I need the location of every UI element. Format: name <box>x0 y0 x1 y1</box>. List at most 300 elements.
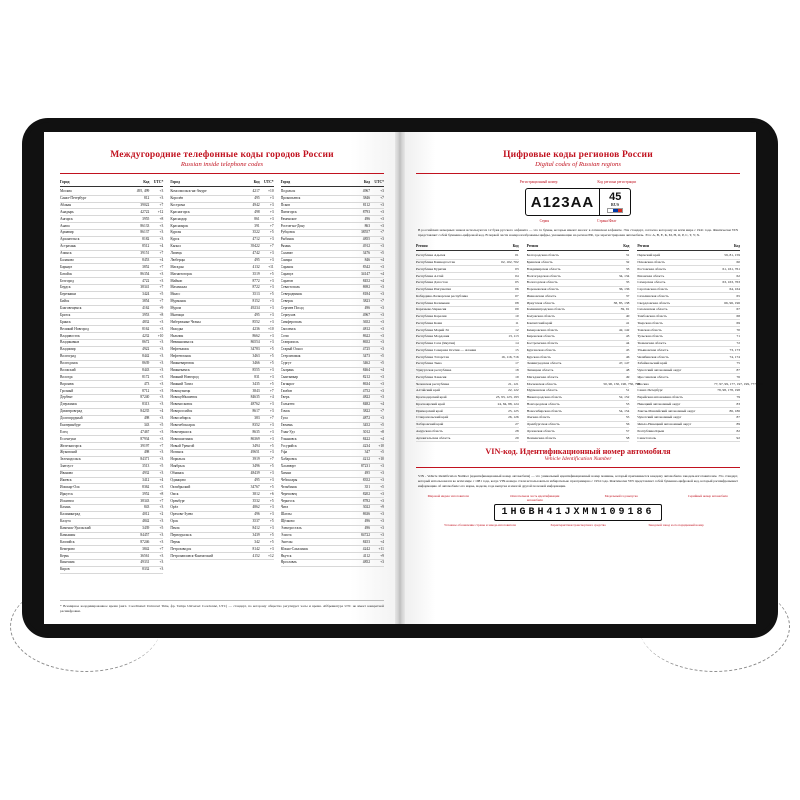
city-utc: +3 <box>269 196 274 201</box>
vin-subtitle: Vehicle Identification Number <box>544 455 612 462</box>
region-code: 23, 93, 123, 193 <box>495 395 519 400</box>
city-code: 3466 <box>252 361 260 366</box>
city-utc: +5 <box>380 354 384 359</box>
table-row <box>281 402 384 409</box>
region-name: Еврейская автономная область <box>637 395 684 400</box>
city-utc: +3 <box>159 402 164 407</box>
table-row <box>281 519 384 526</box>
table-row <box>281 203 384 210</box>
table-row <box>60 416 163 423</box>
city-utc: +3 <box>269 340 274 345</box>
city-name: Орск <box>170 519 179 524</box>
vin-title: VIN-код. Идентификационный номер автомобиля <box>485 446 671 456</box>
city-code: 496 <box>364 306 370 311</box>
plate-region-block <box>599 189 630 215</box>
city-name: Набережные Челны <box>170 319 201 324</box>
table-row <box>281 319 384 326</box>
city-name: Курган <box>170 230 182 235</box>
city-code: 496 <box>364 526 370 531</box>
city-utc: +7 <box>380 299 384 304</box>
city-utc: +5 <box>269 464 274 469</box>
city-name: Уссурийск <box>280 443 297 448</box>
city-code: 3439 <box>252 532 260 537</box>
city-name: Элиста <box>280 532 292 537</box>
region-name: Республика Калмыкия <box>416 300 450 305</box>
table-row <box>60 381 163 388</box>
phone-column-1 <box>60 180 163 574</box>
city-utc: +3 <box>159 326 164 331</box>
header-utc: UTC* <box>264 180 274 184</box>
city-name: Анадырь <box>60 209 74 214</box>
city-utc: +3 <box>380 388 384 393</box>
city-utc: +8 <box>159 312 164 317</box>
city-code: 846 <box>364 257 370 262</box>
plate-digits: 123 <box>542 193 571 211</box>
table-row <box>281 333 384 340</box>
table-row <box>416 266 519 273</box>
city-utc: +3 <box>159 278 164 283</box>
region-code: 31 <box>625 253 630 258</box>
city-utc: +5 <box>269 381 274 386</box>
city-utc: +3 <box>159 532 164 537</box>
city-name: Иркутск <box>60 491 73 496</box>
header-utc: UTC* <box>153 180 164 184</box>
table-row <box>527 334 630 341</box>
city-name: Жуковский <box>60 450 78 455</box>
city-code: 8162 <box>142 326 150 331</box>
region-code: 17 <box>515 361 519 366</box>
table-row <box>170 189 273 196</box>
region-code: 43 <box>625 334 630 339</box>
region-name: Брянская область <box>526 260 553 265</box>
city-name: Камышин <box>60 532 76 537</box>
region-code: 50, 90, 150, 190, 750, 790 <box>603 381 641 386</box>
city-name: Рыбинск <box>280 237 295 242</box>
table-row <box>281 526 384 533</box>
city-code: 4722 <box>142 278 150 283</box>
table-row <box>60 519 163 526</box>
table-row <box>281 423 384 430</box>
table-row <box>170 395 273 402</box>
header-code: Код <box>623 244 630 249</box>
city-name: Ижевск <box>60 477 72 482</box>
region-code: 21, 121 <box>508 381 519 386</box>
region-code: 06 <box>515 287 519 292</box>
city-code: 8362 <box>142 484 150 489</box>
book-pages <box>44 132 764 624</box>
city-utc: +3 <box>380 519 384 524</box>
region-code: 26, 126 <box>508 415 519 420</box>
city-name: Барнаул <box>60 264 73 269</box>
table-row <box>170 491 273 498</box>
city-utc: +7 <box>380 409 384 414</box>
city-utc: +3 <box>269 237 274 242</box>
region-code: 05 <box>515 280 519 285</box>
table-row <box>637 293 740 300</box>
city-utc: +3 <box>269 209 274 214</box>
phone-column-3 <box>281 180 384 574</box>
region-code: 66, 96, 196 <box>724 300 741 305</box>
table-row <box>527 368 630 375</box>
table-row <box>60 223 163 230</box>
city-name: Батайск <box>60 271 73 276</box>
region-code: 89 <box>736 422 741 427</box>
region-name: Орловская область <box>526 428 555 433</box>
city-code: 8482 <box>362 402 370 407</box>
city-name: Миасс <box>170 292 181 297</box>
region-code: 41 <box>625 320 630 325</box>
city-name: Таганрог <box>280 381 295 386</box>
city-utc: +3 <box>380 526 384 531</box>
table-row <box>416 320 519 327</box>
region-code: 42, 142 <box>618 327 630 332</box>
table-row <box>281 457 384 464</box>
region-name: Иркутская область <box>526 300 555 305</box>
city-code: 8622 <box>362 333 370 338</box>
city-code: 8722 <box>252 285 260 290</box>
table-row <box>170 409 273 416</box>
city-name: Кинешма <box>60 560 75 565</box>
table-row <box>170 216 273 223</box>
city-utc: +4 <box>159 477 164 482</box>
table-row <box>637 334 740 341</box>
city-code: 87934 <box>140 436 150 441</box>
city-name: Подольск <box>280 189 296 194</box>
region-code: 45 <box>625 347 630 352</box>
city-utc: +3 <box>380 244 384 249</box>
city-code: 8352 <box>362 477 370 482</box>
region-name: Омская область <box>526 415 551 420</box>
table-row <box>60 264 163 271</box>
table-row <box>281 546 384 553</box>
city-code: 34767 <box>250 484 260 489</box>
table-row <box>281 271 384 278</box>
city-name: Владикавказ <box>60 340 80 345</box>
vin-label-bottom-2: Характеристики транспортного средства <box>550 522 606 527</box>
plate-series-letter: А <box>530 193 543 211</box>
callout-series: Серия <box>539 219 549 224</box>
city-name: Новороссийск <box>170 409 193 414</box>
city-name: Петрозаводск <box>170 546 192 551</box>
city-code: 8772 <box>252 278 260 283</box>
city-utc: +4 <box>159 244 164 249</box>
region-name: Республика Саха (Якутия) <box>416 341 456 346</box>
city-utc: +3 <box>159 361 164 366</box>
city-code: 36561 <box>140 553 150 558</box>
city-name: Каспийск <box>60 539 75 544</box>
table-row <box>637 341 740 348</box>
region-name: Тамбовская область <box>637 314 667 319</box>
city-code: 4832 <box>142 319 150 324</box>
city-code: 8332 <box>142 567 150 572</box>
table-row <box>281 539 384 546</box>
city-code: 8443 <box>142 367 150 372</box>
city-code: 84371 <box>140 457 150 462</box>
city-name: Новый Уренгой <box>170 443 195 448</box>
city-code: 3473 <box>362 354 370 359</box>
city-utc: +4 <box>380 278 384 283</box>
city-code: 48762 <box>250 402 260 407</box>
city-code: 34147 <box>361 271 370 276</box>
region-name: Челябинская область <box>637 354 669 359</box>
city-code: 86354 <box>140 271 150 276</box>
city-code: 48439 <box>250 471 260 476</box>
table-row <box>416 273 519 280</box>
city-name: Чита <box>280 505 289 510</box>
header-code: Код <box>733 244 741 249</box>
city-code: 49234 <box>250 306 260 311</box>
region-code: 53 <box>625 401 630 406</box>
table-row <box>637 287 740 294</box>
table-row <box>527 341 630 348</box>
region-name: Республика Карелия <box>416 314 447 319</box>
city-code: 4712 <box>252 237 260 242</box>
city-name: Северодвинск <box>280 292 303 297</box>
left-footnote: * Всемирное координированное время (англ. Coordinated Universal Time, фр. Temps Universel Coordonné, UTC) — стандарт, по которому общество регулирует часы и время. Аббревиатура UTC не имеет конкретной расшифровки. <box>60 600 384 614</box>
city-utc: +3 <box>159 223 164 228</box>
region-name: Костромская область <box>526 341 559 346</box>
city-name: Братск <box>60 312 71 317</box>
city-utc: +3 <box>159 347 164 352</box>
region-name: Псковская область <box>637 260 665 265</box>
city-code: 4842 <box>142 519 150 524</box>
region-code: 33 <box>625 266 630 271</box>
city-name: Бийск <box>60 299 70 304</box>
city-utc: +3 <box>269 409 274 414</box>
city-code: 49651 <box>250 450 260 455</box>
city-utc: +3 <box>159 519 164 524</box>
vin-label-top-4: Серийный номер автомобиля <box>687 493 728 498</box>
region-code: 32 <box>625 260 630 265</box>
city-utc: +3 <box>159 457 164 462</box>
region-name: Ростовская область <box>637 266 667 271</box>
table-row <box>281 196 384 203</box>
table-row <box>60 292 163 299</box>
city-code: 8652 <box>362 340 370 345</box>
city-name: Волжский <box>60 367 76 372</box>
table-row <box>170 223 273 230</box>
city-code: 38343 <box>140 498 150 503</box>
region-code: 63, 163, 763 <box>722 280 741 285</box>
table-row <box>60 299 163 306</box>
city-name: Йошкар-Ола <box>60 484 80 489</box>
region-code: 48 <box>625 368 630 373</box>
city-utc: +8 <box>159 491 164 496</box>
city-utc: +3 <box>269 512 274 517</box>
city-code: 84635 <box>250 395 260 400</box>
table-row <box>170 244 273 251</box>
city-utc: +4 <box>380 402 384 407</box>
open-book <box>22 118 778 638</box>
city-name: Череповец <box>280 491 297 496</box>
table-row <box>281 443 384 450</box>
city-utc: +3 <box>269 450 274 455</box>
phone-header <box>281 180 384 187</box>
city-utc: +3 <box>269 477 274 482</box>
city-name: Липецк <box>170 251 182 256</box>
table-row <box>527 287 630 294</box>
header-region: Регион <box>416 244 428 249</box>
city-code: 4152 <box>252 553 260 558</box>
table-row <box>60 526 163 533</box>
region-name: Сахалинская область <box>637 293 669 298</box>
city-code: 495 <box>254 196 260 201</box>
region-name: Томская область <box>637 327 662 332</box>
city-utc: +3 <box>159 450 164 455</box>
table-row <box>170 484 273 491</box>
table-row <box>637 266 740 273</box>
table-row <box>60 340 163 347</box>
city-name: Нижний Тагил <box>170 381 193 386</box>
table-row <box>60 271 163 278</box>
city-code: 3412 <box>142 477 150 482</box>
table-row <box>637 307 740 314</box>
table-row <box>281 388 384 395</box>
region-name: Камчатский край <box>526 320 553 325</box>
table-row <box>170 333 273 340</box>
city-utc: +3 <box>159 553 164 558</box>
city-name: Нефтеюганск <box>170 354 192 359</box>
city-name: Нальчик <box>170 333 184 338</box>
header-utc: UTC* <box>374 180 384 184</box>
city-name: Стерлитамак <box>280 354 301 359</box>
city-code: 351 <box>364 484 370 489</box>
city-code: 391 <box>254 223 260 228</box>
city-utc: +3 <box>269 278 274 283</box>
city-name: Пенза <box>170 526 180 531</box>
table-row <box>170 539 273 546</box>
table-row <box>281 464 384 471</box>
table-row <box>170 313 273 320</box>
city-utc: +3 <box>380 464 384 469</box>
city-utc: +3 <box>269 429 274 434</box>
table-row <box>281 292 384 299</box>
table-row <box>60 402 163 409</box>
city-name: Щёлково <box>280 519 295 524</box>
city-code: 3522 <box>252 230 260 235</box>
city-name: Каменск-Уральский <box>60 526 91 531</box>
city-code: 4812 <box>362 326 370 331</box>
city-code: 498 <box>254 209 260 214</box>
region-name: Республика Марий Эл <box>416 327 450 332</box>
table-row <box>170 306 273 313</box>
city-utc: +3 <box>380 498 384 503</box>
city-code: 3537 <box>252 519 260 524</box>
city-name: Мытищи <box>170 312 185 317</box>
table-row <box>60 436 163 443</box>
city-name: Смоленск <box>280 326 296 331</box>
region-name: Ленинградская область <box>526 361 562 366</box>
region-name: Мурманская область <box>526 388 558 393</box>
region-code: 11 <box>515 320 519 325</box>
city-utc: +3 <box>269 319 274 324</box>
city-code: 4862 <box>252 505 260 510</box>
city-code: 38341 <box>140 285 150 290</box>
city-name: Новокузнецк <box>170 388 191 393</box>
table-row <box>170 347 273 354</box>
city-utc: +3 <box>269 422 274 427</box>
city-name: Владивосток <box>60 333 80 338</box>
header-region: Регион <box>526 244 539 249</box>
region-name: Карачаево-Черкесия <box>416 307 447 312</box>
city-name: Керчь <box>60 553 70 558</box>
city-code: 86369 <box>250 436 260 441</box>
city-utc: +4 <box>380 271 384 276</box>
city-name: Хасавюрт <box>280 464 296 469</box>
city-utc: +3 <box>380 209 384 214</box>
table-row <box>416 347 519 354</box>
city-code: 4162 <box>142 306 150 311</box>
city-utc: +5 <box>269 539 274 544</box>
city-name: Нижнекамск <box>170 367 190 372</box>
table-row <box>170 443 273 450</box>
city-utc: +3 <box>380 532 384 537</box>
city-name: Казань <box>60 505 71 510</box>
table-row <box>416 293 519 300</box>
city-utc: +3 <box>380 292 384 297</box>
table-row <box>281 361 384 368</box>
region-name: Чукотский автономный округ <box>637 368 682 373</box>
city-name: Белгород <box>60 278 74 283</box>
city-utc: +5 <box>269 484 274 489</box>
city-utc: +11 <box>268 264 274 269</box>
region-code: 87 <box>736 415 741 420</box>
city-name: Волгодонск <box>60 361 78 366</box>
city-utc: +3 <box>380 264 384 269</box>
vin-rule <box>416 467 740 468</box>
city-name: Первоуральск <box>170 532 192 537</box>
region-name: Чукотский автономный округ <box>637 415 682 420</box>
table-row <box>170 429 273 436</box>
region-code: 68 <box>736 314 741 319</box>
city-code: 4112 <box>362 553 370 558</box>
table-row <box>637 381 764 388</box>
city-code: 8182 <box>142 237 150 242</box>
region-code: 28 <box>515 428 519 433</box>
region-header <box>637 244 740 251</box>
city-utc: +3 <box>380 333 384 338</box>
city-utc: +3 <box>380 471 384 476</box>
region-code: 03 <box>515 266 519 271</box>
city-code: 8172 <box>142 374 150 379</box>
city-name: Тамбов <box>280 388 292 393</box>
city-code: 8152 <box>252 299 260 304</box>
city-code: 8313 <box>142 402 150 407</box>
city-code: 4752 <box>362 388 370 393</box>
license-plate-figure <box>416 188 740 216</box>
city-name: Брянск <box>60 319 71 324</box>
region-code: 76 <box>736 374 741 379</box>
region-code: 22, 122 <box>508 388 519 393</box>
region-code: 56 <box>625 422 630 427</box>
table-row <box>637 260 740 267</box>
table-row <box>637 395 740 402</box>
city-utc: +3 <box>380 216 384 221</box>
city-code: 4236 <box>252 326 260 331</box>
vin-description: VIN - Vehicle Identification Number (идентификационный номер автомобиля) — это уникальный идентификационный номер машины, который присваивается каждому автомобилю заводом-изготовителем. Это стандарт, который использовался во всём мире с 1981 года, когда VIN-номера стали использоваться избирательно при примерно с 1954 года. Фактически VIN представляет собой буквенно-цифровой код, который расшифровывает информацию об автомобиле: его марке, модели, годе выпуска и многой другой полезной информации. <box>418 473 738 488</box>
city-code: 8453 <box>142 257 150 262</box>
plate-main-number <box>526 189 600 215</box>
city-utc: +3 <box>159 381 164 386</box>
city-name: Новочеркасск <box>170 429 192 434</box>
city-name: Ярославль <box>280 560 297 565</box>
city-code: 4012 <box>142 512 150 517</box>
table-row <box>170 478 273 485</box>
region-code: 19 <box>515 374 519 379</box>
city-utc: +7 <box>269 244 274 249</box>
table-row <box>170 237 273 244</box>
city-name: Норильск <box>170 457 186 462</box>
